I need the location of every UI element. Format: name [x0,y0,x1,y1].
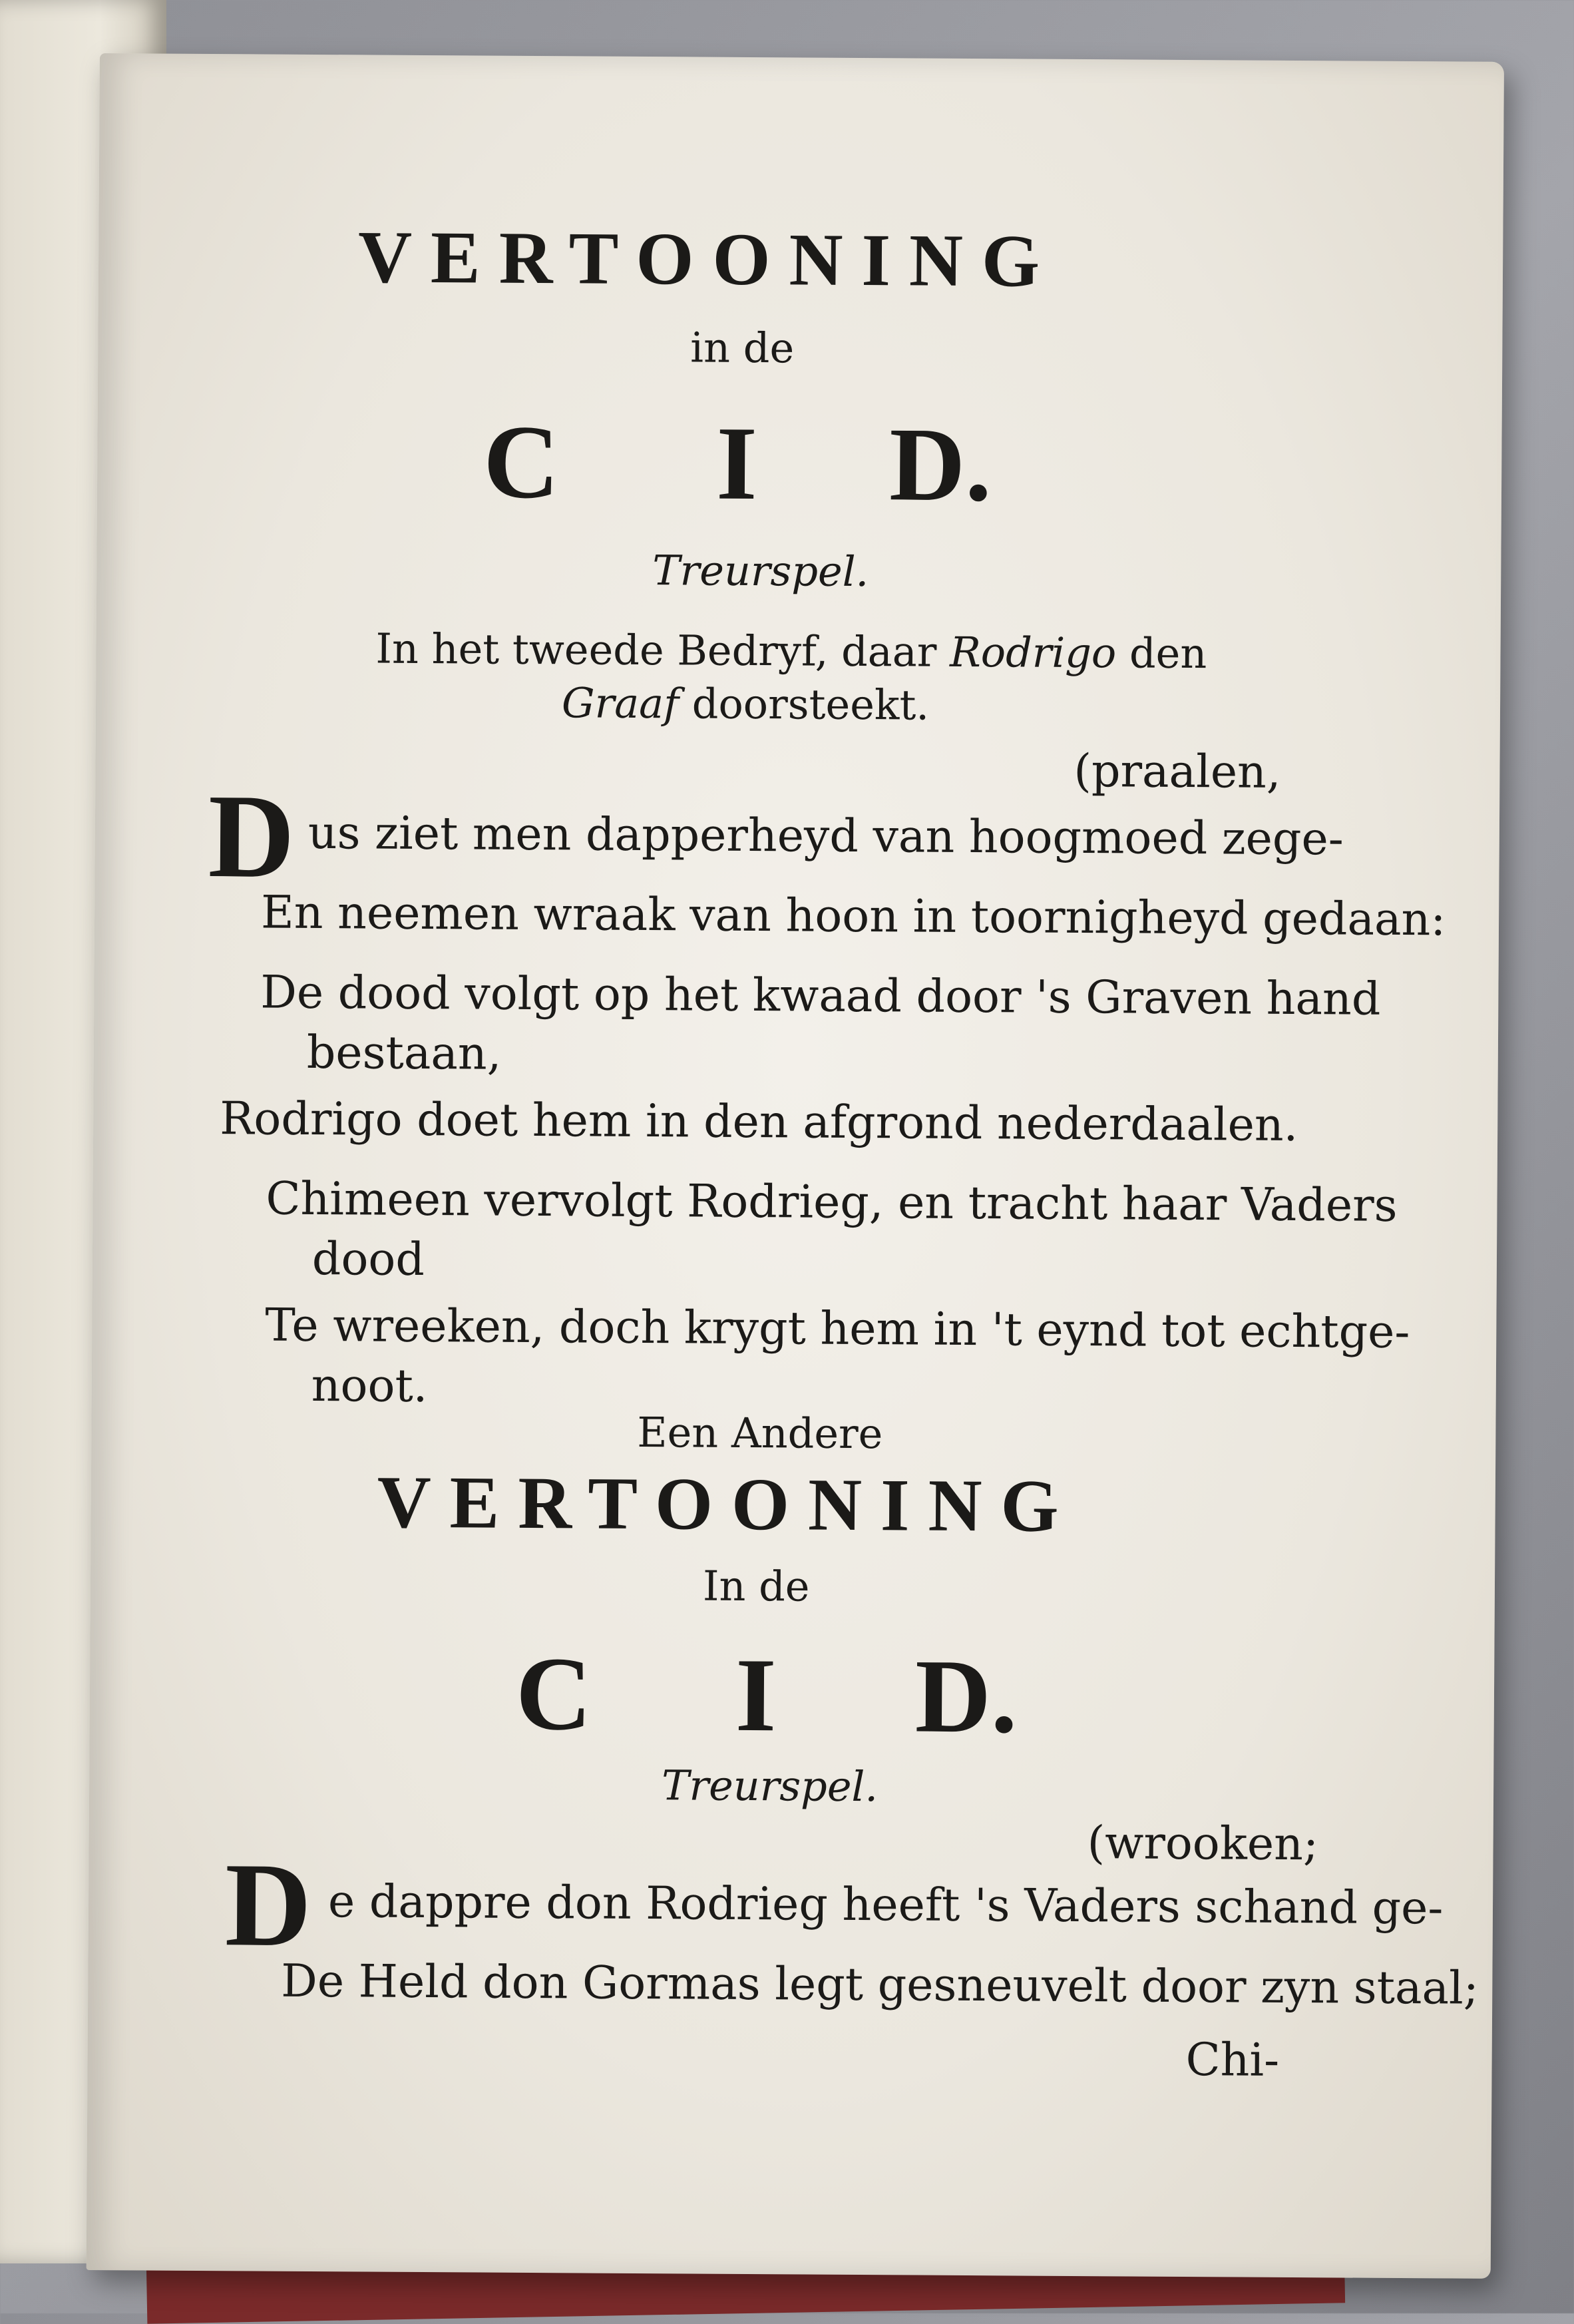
section2-title-letter-d: D. [914,1638,1018,1755]
book-page [87,53,1504,2279]
section1-genre: Treurspel. [652,546,869,596]
section2-heading: VERTOONING [377,1461,1078,1548]
section1-verse-6: dood [311,1232,425,1287]
section2-genre: Treurspel. [661,1761,879,1811]
section1-heading: VERTOONING [357,216,1059,303]
section1-verse-5: Chimeen vervolgt Rodrieg, en tracht haar Vaders [266,1172,1398,1232]
note-text-b: den [1116,628,1207,678]
section1-title-letter-i: I [715,405,758,523]
note-name-rodrigo: Rodrigo [949,627,1117,678]
note-text-a: In het tweede Bedryf, daar [375,624,950,676]
section1-verse-2: De dood volgt op het kwaad door 's Graven hand [260,966,1381,1026]
section2-catchword: Chi- [1185,2034,1280,2087]
section1-verse-4: Rodrigo doet hem in den afgrond nederdaalen. [219,1092,1298,1152]
section2-title-letter-c: C [515,1635,592,1753]
section2-title-letter-i: I [735,1636,777,1754]
section1-title-letter-c: C [483,403,560,521]
section1-title [97,399,1502,524]
section1-verse-8: noot. [311,1359,428,1413]
section1-verse-1: En neemen wraak van hoon in toornigheyd gedaan: [260,886,1446,947]
note-text-c: doorsteekt. [678,679,930,730]
section1-note-line2 [562,678,929,729]
section1-carry-over: (praalen, [1074,744,1281,799]
section2-drop-cap: D [224,1838,312,1971]
section2-subheading: In de [702,1561,810,1611]
section1-verse-first: us ziet men dapperheyd van hoogmoed zege- [307,806,1344,866]
note-name-graaf: Graaf [561,678,680,728]
section2-verse-1: De Held don Gormas legt gesneuvelt door zyn staal; [281,1955,1479,2015]
page-text [87,53,1504,2279]
section2-verse-first: e dappre don Rodrieg heeft 's Vaders schand ge- [327,1875,1444,1935]
section2-intro: Een Andere [637,1407,883,1459]
section1-verse-3: bestaan, [306,1026,502,1080]
section1-note-line1 [375,624,1207,678]
section1-subheading: in de [690,323,795,373]
section2-title [89,1631,1494,1753]
section2-carry-over: (wrooken; [1087,1817,1319,1871]
section1-title-letter-d: D. [888,406,992,524]
section1-drop-cap: D [208,770,295,903]
section1-verse-7: Te wreeken, doch krygt hem in 't eynd tot echtge- [265,1299,1410,1359]
